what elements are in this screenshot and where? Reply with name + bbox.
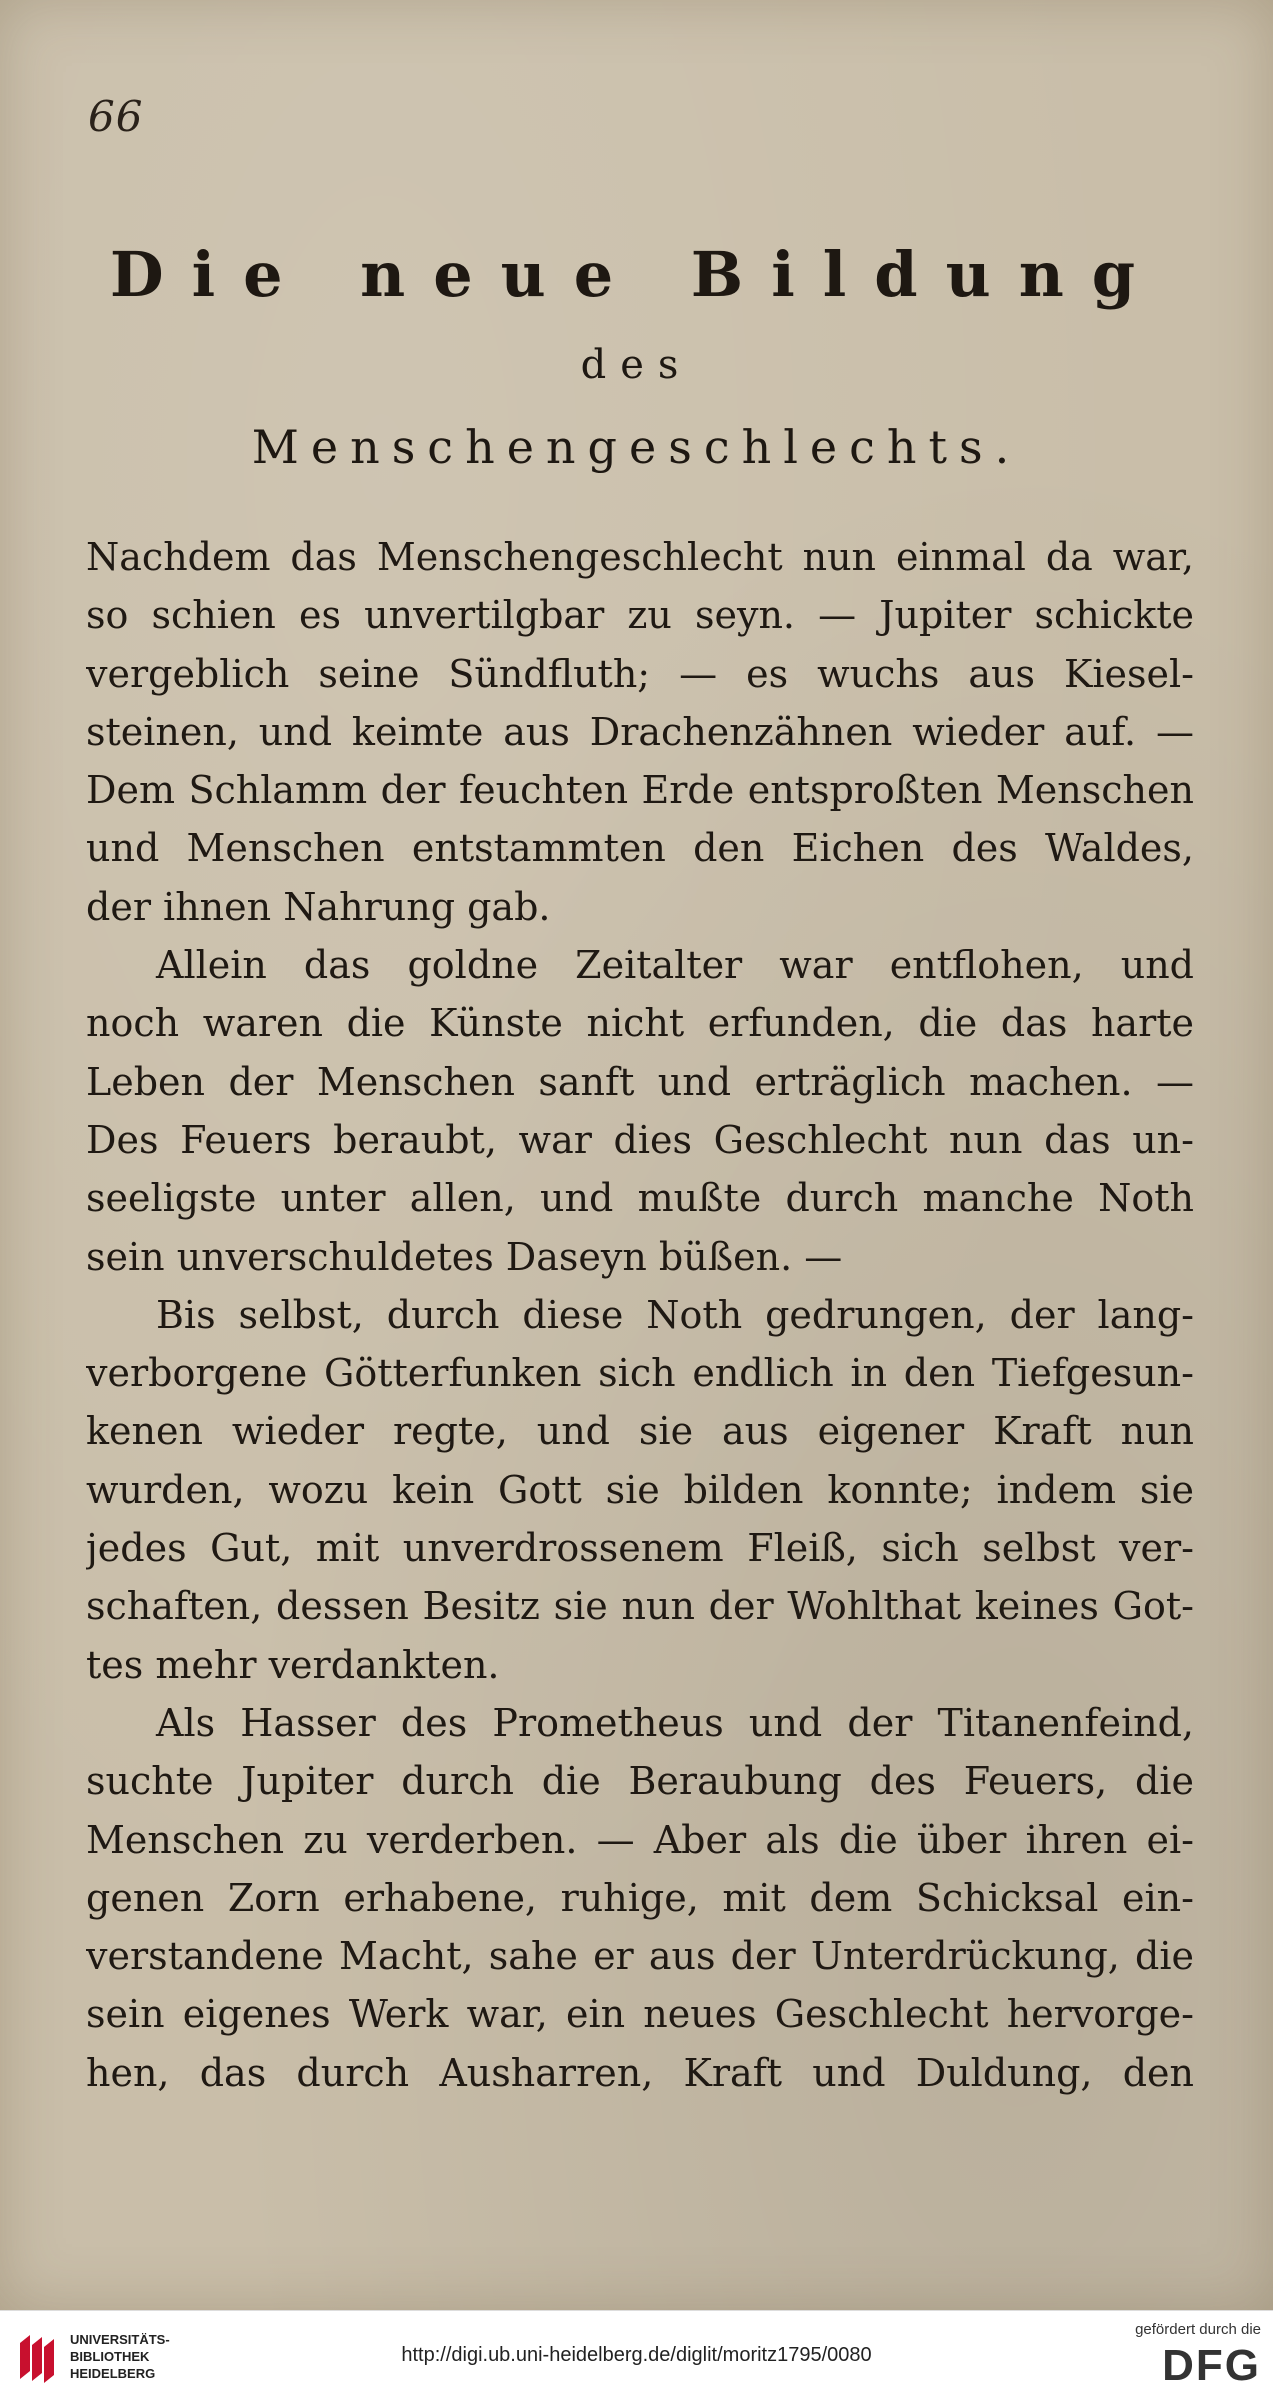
page-title: Die neue Bildung <box>109 238 1164 311</box>
text-line: vergeblich seine Sündfluth; — es wuchs aus Kiesel- <box>86 651 1194 696</box>
text-line: Allein das goldne Zeitalter war entflohen, und <box>156 943 1194 988</box>
text-line: verstandene Macht, sahe er aus der Unterdrückung, die <box>86 1934 1194 1979</box>
page-subtitle-2: Menschengeschlechts. <box>251 420 1022 474</box>
library-logo-line: BIBLIOTHEK <box>70 2349 150 2364</box>
text-line: sein unverschuldetes Daseyn büßen. — <box>86 1234 843 1279</box>
text-line: schaften, dessen Besitz sie nun der Wohlthat keines Got- <box>86 1584 1194 1629</box>
text-line: steinen, und keimte aus Drachenzähnen wieder auf. — <box>86 709 1194 754</box>
text-line: Als Hasser des Prometheus und der Titanenfeind, <box>156 1700 1194 1745</box>
funder-note: gefördert durch die <box>1135 2321 1261 2338</box>
text-line: seeligste unter allen, und mußte durch manche Noth <box>86 1176 1194 1221</box>
footer-bar <box>0 2310 1273 2403</box>
page-subtitle: des <box>580 342 693 388</box>
text-line: Bis selbst, durch diese Noth gedrungen, der lang- <box>156 1292 1194 1337</box>
text-line: Menschen zu verderben. — Aber als die über ihren ei- <box>86 1817 1194 1862</box>
text-line: kenen wieder regte, und sie aus eigener Kraft nun <box>86 1409 1194 1454</box>
body-text <box>86 528 1194 2102</box>
text-line: genen Zorn erhabene, ruhige, mit dem Schicksal ein- <box>86 1875 1194 1920</box>
text-line: Nachdem das Menschengeschlecht nun einmal da war, <box>86 535 1194 579</box>
library-logo-line: HEIDELBERG <box>70 2366 156 2381</box>
text-line: jedes Gut, mit unverdrossenem Fleiß, sich selbst ver- <box>86 1526 1194 1571</box>
text-line: Des Feuers beraubt, war dies Geschlecht nun das un- <box>86 1117 1194 1162</box>
dfg-logo: DFG <box>1162 2341 1261 2390</box>
source-url[interactable]: http://digi.ub.uni-heidelberg.de/diglit/moritz1795/0080 <box>401 2344 872 2366</box>
text-line: Dem Schlamm der feuchten Erde entsproßten Menschen <box>86 768 1194 813</box>
text-line: sein eigenes Werk war, ein neues Geschlecht hervorge- <box>86 1992 1194 2037</box>
text-line: tes mehr verdankten. <box>86 1642 500 1687</box>
text-line: noch waren die Künste nicht erfunden, die das harte <box>86 1001 1194 1046</box>
text-line: so schien es unvertilgbar zu seyn. — Jupiter schickte <box>86 593 1194 638</box>
text-line: hen, das durch Ausharren, Kraft und Duldung, den <box>86 2050 1194 2095</box>
text-line: suchte Jupiter durch die Beraubung des Feuers, die <box>86 1759 1194 1804</box>
text-line: der ihnen Nahrung gab. <box>86 884 551 929</box>
text-line: verborgene Götterfunken sich endlich in den Tiefgesun- <box>86 1351 1194 1396</box>
library-logo-line: UNIVERSITÄTS- <box>70 2332 170 2347</box>
page-number: 66 <box>88 92 144 141</box>
text-line: Leben der Menschen sanft und erträglich machen. — <box>86 1059 1194 1104</box>
text-line: wurden, wozu kein Gott sie bilden konnte; indem sie <box>86 1467 1194 1512</box>
funder-block[interactable] <box>1081 2321 1261 2390</box>
text-line: und Menschen entstammten den Eichen des Waldes, <box>86 826 1194 871</box>
